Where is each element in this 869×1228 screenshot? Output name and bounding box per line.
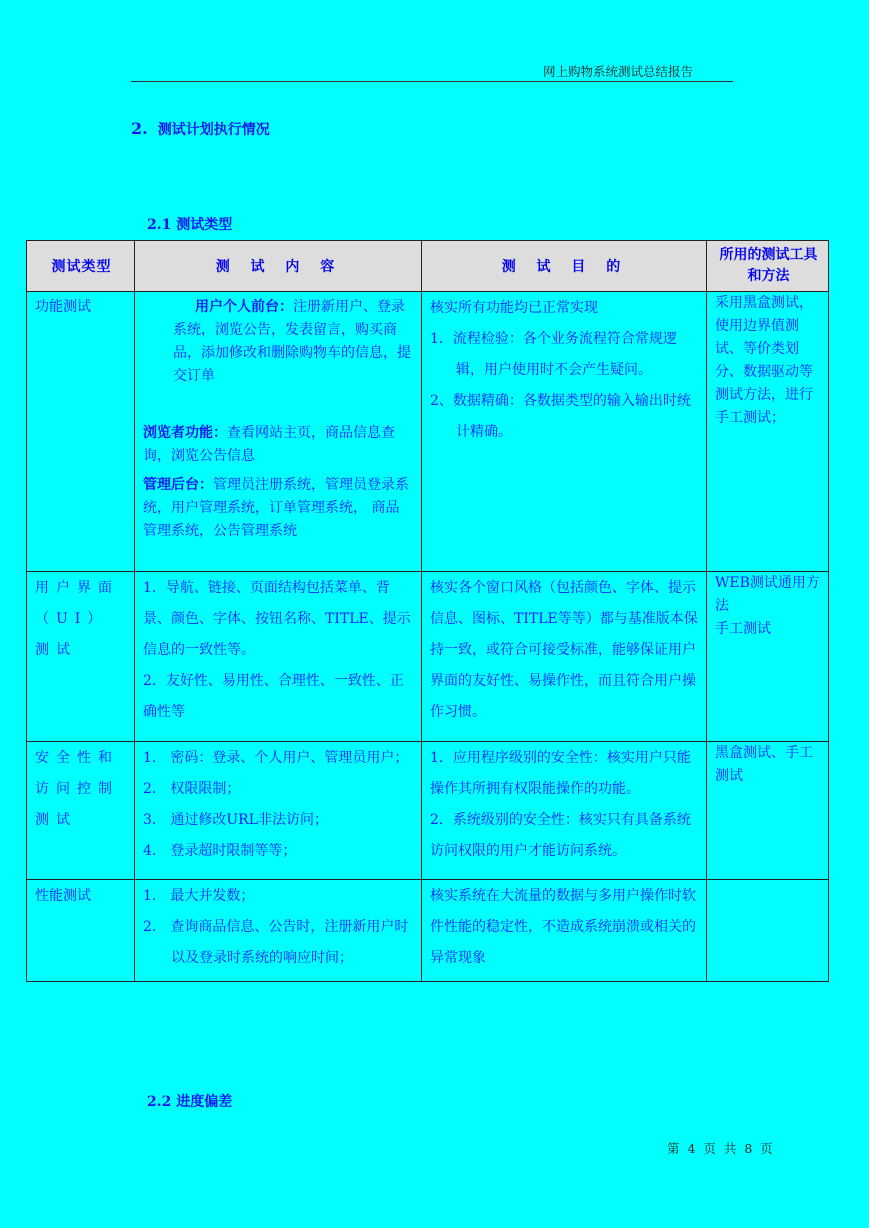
test-tools-cell	[707, 572, 829, 742]
test-purpose-cell	[422, 742, 707, 880]
test-content-cell	[135, 292, 422, 572]
table-row	[27, 292, 829, 572]
content-block-label: 用户个人前台：	[195, 299, 293, 315]
test-types-table	[26, 240, 829, 982]
test-purpose-cell	[422, 292, 707, 572]
header-rule	[131, 81, 733, 82]
content-line: 2． 权限限制；	[143, 781, 241, 797]
table-header-cell: 测 试 内 容	[135, 241, 422, 292]
page-number: 第 4 页 共 8 页	[667, 1141, 773, 1156]
purpose-line: 1．流程检验：各个业务流程符合常规逻辑，用户使用时不会产生疑问。	[430, 331, 677, 378]
table-header-row	[27, 241, 829, 292]
test-type-cell: 安全性和访问控制测试	[27, 742, 135, 880]
test-content-cell	[135, 880, 422, 982]
test-tools-cell	[707, 880, 829, 982]
content-line: 1． 最大并发数；	[143, 888, 255, 904]
content-block-text: 注册新用户、登录系统，浏览公告，发表留言，购买商品，添加修改和删除购物车的信息，提交订单	[173, 299, 411, 384]
header-title: 网上购物系统测试总结报告	[543, 64, 694, 79]
test-tools-cell: 黑盒测试、手工测试	[707, 742, 829, 880]
test-type-cell: 用户界面（UI）测试	[27, 572, 135, 742]
test-purpose-cell	[422, 880, 707, 982]
table-row	[27, 880, 829, 982]
table-row	[27, 742, 829, 880]
content-block	[143, 474, 413, 543]
content-line: 4． 登录超时限制等等；	[143, 843, 297, 859]
section-title-text: 测试计划执行情况	[157, 122, 270, 138]
tool-line: WEB测试通用方法	[715, 575, 820, 614]
content-block-label: 管理后台：	[143, 477, 213, 493]
content-block	[143, 422, 413, 468]
tool-line: 手工测试	[715, 621, 771, 637]
purpose-line: 核实系统在大流量的数据与多用户操作时软件性能的稳定性，不造成系统崩溃或相关的异常现象	[430, 888, 696, 966]
content-line: 1． 密码：登录、个人用户、管理员用户；	[143, 750, 409, 766]
purpose-line: 2．系统级别的安全性：核实只有具备系统访问权限的用户才能访问系统。	[430, 812, 691, 859]
test-tools-cell: 采用黑盒测试，使用边界值测试、等价类划分、数据驱动等测试方法，进行手工测试；	[707, 292, 829, 572]
content-line: 2．友好性、易用性、合理性、一致性、正确性等	[143, 673, 404, 720]
content-block-text: 管理员注册系统，管理员登录系统，用户管理系统，订单管理系统， 商品管理系统，公告管理系统	[143, 477, 409, 539]
test-content-cell	[135, 572, 422, 742]
subsection-test-types: 2.1 测试类型	[147, 217, 233, 233]
subsection-schedule-deviation: 2.2 进度偏差	[147, 1094, 233, 1110]
test-purpose-cell	[422, 572, 707, 742]
table-header-cell: 所用的测试工具和方法	[707, 241, 829, 292]
table-header-cell: 测试类型	[27, 241, 135, 292]
test-type-cell: 功能测试	[27, 292, 135, 572]
purpose-line: 核实各个窗口风格（包括颜色、字体、提示信息、图标、TITLE等等）都与基准版本保持一致，或符合可接受标准，能够保证用户界面的友好性、易操作性，而且符合用户操作习惯。	[430, 580, 698, 720]
table-row	[27, 572, 829, 742]
purpose-line: 2、数据精确：各数据类型的输入输出时统计精确。	[430, 393, 691, 440]
table-header-cell: 测 试 目 的	[422, 241, 707, 292]
content-block	[143, 296, 413, 388]
purpose-line: 核实所有功能均已正常实现	[430, 300, 598, 316]
content-line: 1．导航、链接、页面结构包括菜单、背景、颜色、字体、按钮名称、TITLE、提示信息的一致性等。	[143, 580, 411, 658]
test-content-cell	[135, 742, 422, 880]
test-type-cell: 性能测试	[27, 880, 135, 982]
content-line: 3． 通过修改URL非法访问；	[143, 812, 328, 828]
section-title	[131, 119, 270, 139]
content-block-text: 查看网站主页，商品信息查询，浏览公告信息	[143, 425, 395, 464]
content-block-label: 浏览者功能：	[143, 425, 227, 441]
content-line: 2． 查询商品信息、公告时，注册新用户时以及登录时系统的响应时间；	[143, 919, 409, 966]
section-number: 2.	[131, 119, 148, 138]
purpose-line: 1．应用程序级别的安全性：核实用户只能操作其所拥有权限能操作的功能。	[430, 750, 691, 797]
